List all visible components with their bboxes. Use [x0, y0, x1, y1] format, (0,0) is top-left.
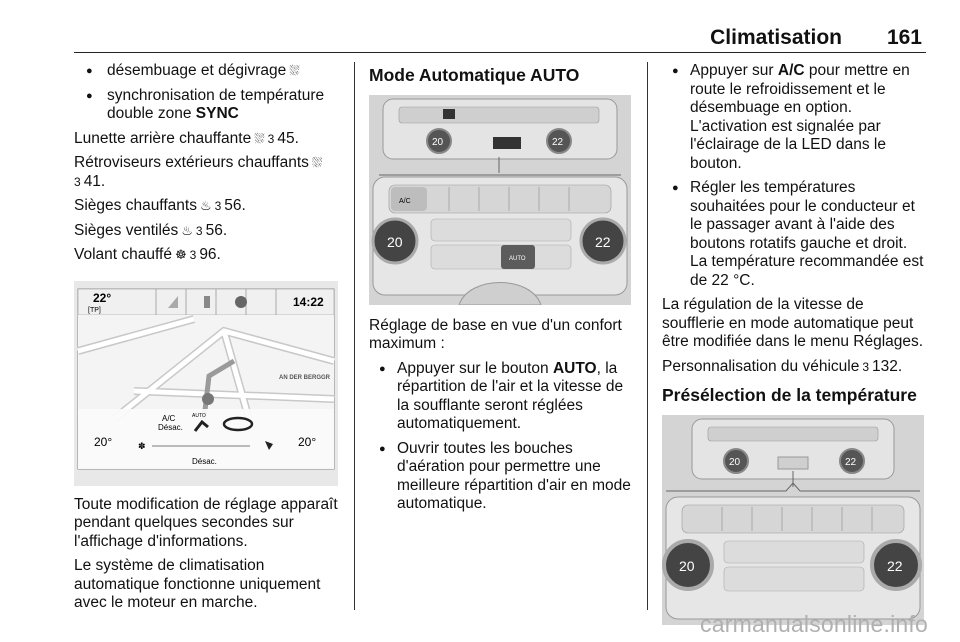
page-ref[interactable]: 56.: [205, 221, 228, 239]
temp-panel-illustration: [662, 415, 924, 625]
temp-preselect-figure: [662, 415, 924, 625]
page-ref-arrow-icon: 3: [189, 248, 197, 262]
page-number: 161: [886, 26, 922, 49]
mirror-heat-icon: ⛆: [311, 155, 323, 170]
section-heading-auto: Mode Automatique AUTO: [369, 65, 580, 85]
mini-temp-right: 22: [845, 456, 857, 468]
panel-ac-button[interactable]: A/C: [399, 197, 411, 205]
page-ref-arrow-icon: 3: [862, 359, 870, 374]
knob-right-temp: 22: [595, 233, 611, 250]
screen-ac-state: Désac.: [158, 422, 183, 432]
page-ref[interactable]: 132.: [872, 357, 903, 375]
para-display-info: Toute modification de réglage apparaît pendant quelques secondes sur l'affichage d'informations.: [74, 495, 338, 550]
column-divider: [647, 62, 648, 610]
screen-time: 14:22: [293, 294, 324, 309]
seat-vent-icon: ♨: [181, 222, 193, 238]
steering-heat-item: Volant chauffé ☸ 3 96.: [74, 246, 221, 263]
page-ref[interactable]: 56.: [224, 197, 246, 214]
page-ref[interactable]: 41.: [83, 172, 106, 190]
bullet-defrost: ● désembuage et dégivrage ⛆: [74, 62, 338, 81]
fan-icon: ✽: [138, 440, 146, 451]
vehicle-position-icon: [202, 393, 214, 405]
page-ref[interactable]: 96.: [199, 246, 221, 263]
bullet-sync: ● synchronisation de température double zone SYNC: [74, 87, 338, 124]
screen-street: AN DER BERGGR: [279, 374, 331, 381]
knob-left-temp: 20: [679, 557, 695, 574]
screen-ac[interactable]: A/C: [162, 413, 176, 423]
climate-panel-figure: [369, 95, 631, 305]
page-ref-arrow-icon: 3: [267, 131, 275, 146]
column-divider: [354, 62, 355, 610]
steering-heat-icon: ☸: [174, 247, 187, 262]
page-header: [74, 26, 926, 53]
source-icon[interactable]: [235, 296, 247, 308]
section-heading-preselect: Présélection de la température: [662, 385, 917, 405]
screen-temp-top: 22°: [93, 290, 112, 305]
seat-heat-item: Sièges chauffants ♨ 3 56.: [74, 197, 246, 214]
para-fan-speed: La régulation de la vitesse de soufflerie en mode automatique peut être modifiée dans le menu Réglages.: [662, 296, 924, 350]
chapter-title: Climatisation: [710, 26, 842, 49]
climate-panel-illustration: [369, 95, 631, 305]
seat-heat-icon: ♨: [199, 198, 212, 213]
watermark: carmanualsonline.info: [700, 611, 928, 637]
mini-temp-right: 22: [552, 136, 564, 148]
bullet-temperatures: ● Régler les températures souhaitées pour le conducteur et le passager avant à l'aide des boutons rotatifs gauche et droit. La température recommandée est de 22 °C.: [662, 179, 926, 290]
bullet-ac: ● Appuyer sur A/C pour mettre en route le refroidissement et le désembuage en option. L'activation est signalée par l'éclairage de la LED dans le bouton.: [662, 62, 926, 173]
bullet-vents: ● Ouvrir toutes les bouches d'aération pour permettre une meilleure répartition d'air en mode automatique.: [369, 440, 633, 514]
page-ref-arrow-icon: 3: [195, 223, 203, 238]
column-left: [74, 62, 338, 619]
page-ref-arrow-icon: 3: [214, 199, 222, 213]
panel-auto-label: AUTO: [509, 255, 526, 262]
screen-tp: [TP]: [88, 306, 101, 314]
phone-icon[interactable]: [204, 296, 210, 308]
para-personalisation: Personnalisation du véhicule 3 132.: [662, 357, 903, 375]
page-ref-arrow-icon: 3: [74, 174, 81, 189]
info-display-figure: [74, 281, 338, 486]
para-engine-running: Le système de climatisation automatique fonctionne uniquement avec le moteur en marche.: [74, 557, 321, 611]
info-display-illustration: [74, 281, 338, 486]
sync-label: SYNC: [195, 105, 239, 122]
screen-temp-right[interactable]: 20°: [298, 434, 317, 449]
ac-label: A/C: [777, 62, 805, 79]
para-intro: Réglage de base en vue d'un confort maximum :: [369, 316, 622, 352]
rear-window-item: Lunette arrière chauffante ⛆ 3 45.: [74, 129, 299, 147]
rear-window-heat-icon: ⛆: [254, 130, 265, 146]
screen-auto[interactable]: AUTO: [192, 412, 206, 419]
mini-temp-left: 20: [729, 456, 741, 468]
screen-temp-left[interactable]: 20°: [94, 434, 113, 449]
screen-fan-state: Désac.: [192, 456, 217, 466]
page-ref[interactable]: 45.: [277, 129, 299, 147]
column-middle: [369, 62, 633, 520]
knob-right-temp: 22: [887, 557, 903, 574]
windshield-defrost-icon: ⛆: [289, 63, 300, 78]
auto-label: AUTO: [552, 359, 597, 377]
mirror-item: Rétroviseurs extérieurs chauffants ⛆ 3 41.: [74, 154, 323, 190]
seat-vent-item: Sièges ventilés ♨ 3 56.: [74, 221, 228, 239]
bullet-auto: ● Appuyer sur le bouton AUTO, la répartition de l'air et la vitesse de la soufflante seront réglées automatiquement.: [369, 360, 633, 434]
mini-temp-left: 20: [432, 136, 444, 148]
knob-left-temp: 20: [387, 233, 403, 250]
column-right: [662, 62, 926, 625]
